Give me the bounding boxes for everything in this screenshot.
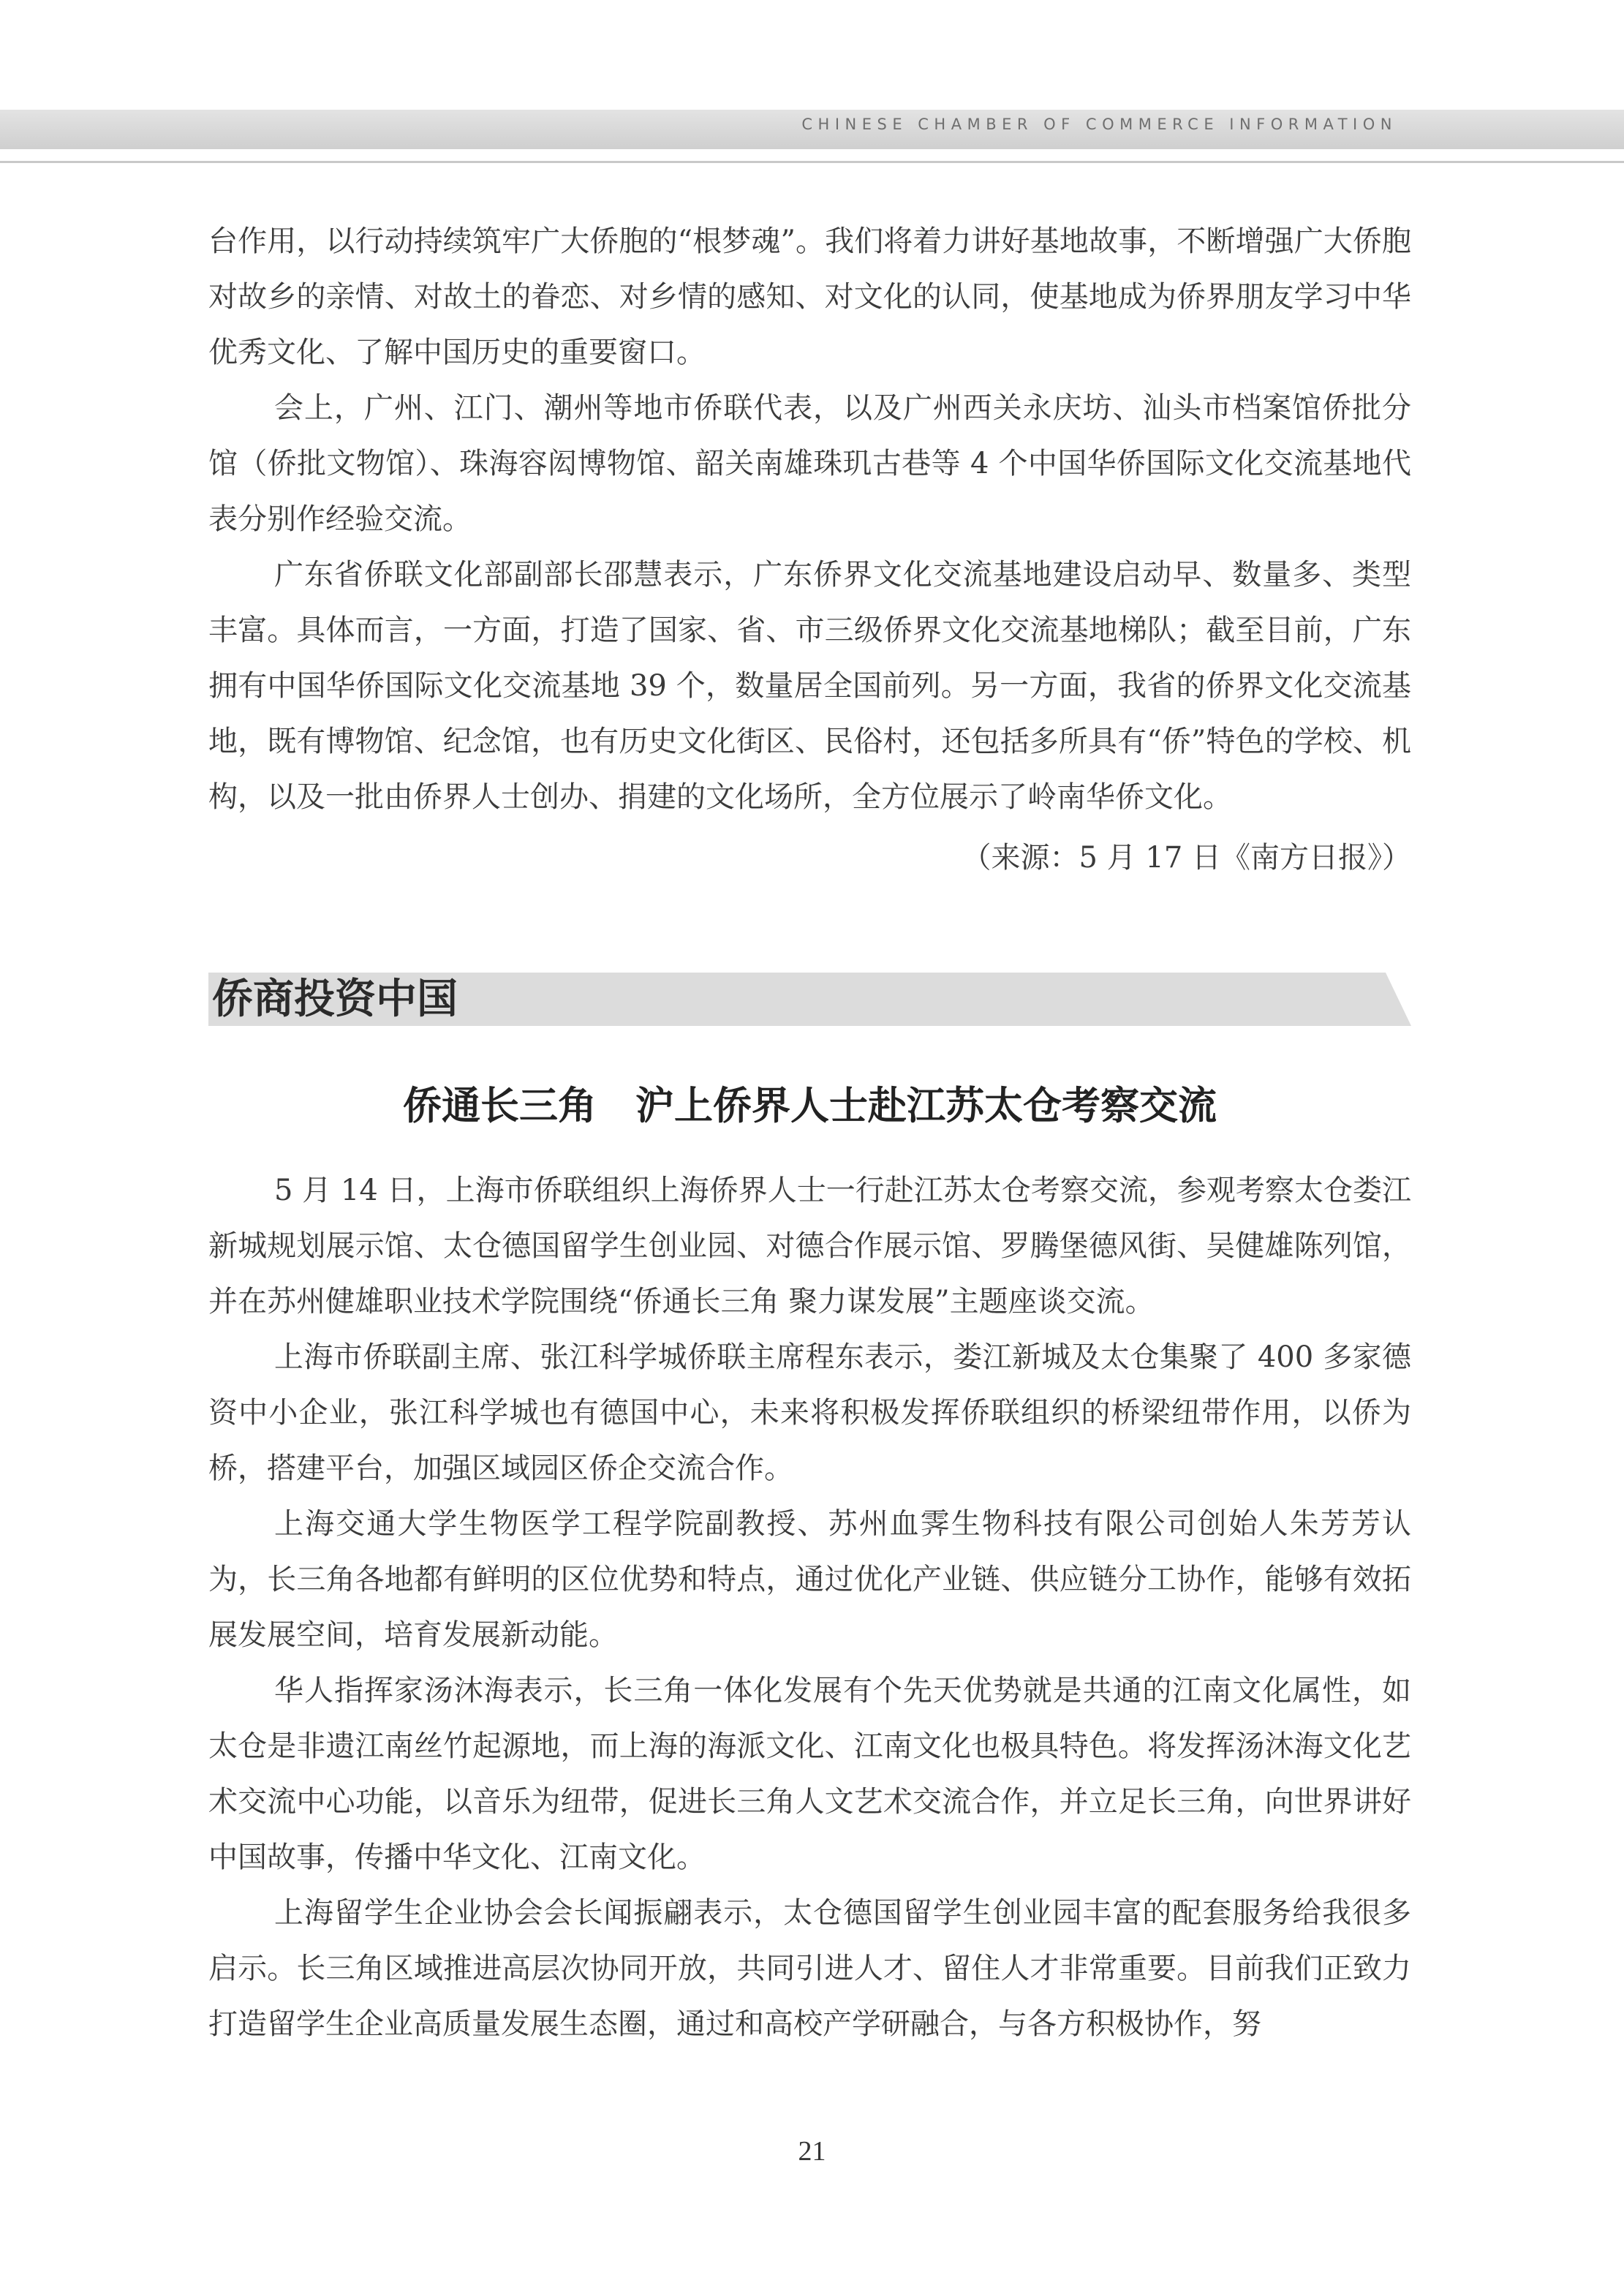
article-body: [208, 1163, 1411, 2052]
paragraph: 台作用，以行动持续筑牢广大侨胞的“根梦魂”。我们将着力讲好基地故事，不断增强广大侨胞对故乡的亲情、对故土的眷恋、对乡情的感知、对文化的认同，使基地成为侨界朋友学习中华优秀文化、了解中国历史的重要窗口。: [208, 224, 1411, 369]
source-citation: （来源：5 月 17 日《南方日报》）: [962, 841, 1411, 875]
paragraph: 上海交通大学生物医学工程学院副教授、苏州血霁生物科技有限公司创始人朱芳芳认为，长三角各地都有鲜明的区位优势和特点，通过优化产业链、供应链分工协作，能够有效拓展发展空间，培育发展新动能。: [208, 1507, 1411, 1652]
running-header: CHINESE CHAMBER OF COMMERCE INFORMATION: [801, 116, 1397, 133]
paragraph: 上海留学生企业协会会长闻振翩表示，太仓德国留学生创业园丰富的配套服务给我很多启示。长三角区域推进高层次协同开放，共同引进人才、留住人才非常重要。目前我们正致力打造留学生企业高质量发展生态圈，通过和高校产学研融合，与各方积极协作，努: [208, 1896, 1411, 2041]
paragraph: 华人指挥家汤沐海表示，长三角一体化发展有个先天优势就是共通的江南文化属性，如太仓是非遗江南丝竹起源地，而上海的海派文化、江南文化也极具特色。将发挥汤沐海文化艺术交流中心功能，以音乐为纽带，促进长三角人文艺术交流合作，并立足长三角，向世界讲好中国故事，传播中华文化、江南文化。: [208, 1674, 1411, 1874]
paragraph: 5 月 14 日，上海市侨联组织上海侨界人士一行赴江苏太仓考察交流，参观考察太仓娄江新城规划展示馆、太仓德国留学生创业园、对德合作展示馆、罗腾堡德风街、吴健雄陈列馆，并在苏州健雄职业技术学院围绕“侨通长三角 聚力谋发展”主题座谈交流。: [208, 1174, 1411, 1318]
paragraph: 上海市侨联副主席、张江科学城侨联主席程东表示，娄江新城及太仓集聚了 400 多家德资中小企业，张江科学城也有德国中心，未来将积极发挥侨联组织的桥梁纽带作用，以侨为桥，搭建平台，加强区域园区侨企交流合作。: [208, 1340, 1411, 1485]
header-rule: [0, 161, 1624, 163]
paragraph: 会上，广州、江门、潮州等地市侨联代表，以及广州西关永庆坊、汕头市档案馆侨批分馆（侨批文物馆）、珠海容闳博物馆、韶关南雄珠玑古巷等 4 个中国华侨国际文化交流基地代表分别作经验交流。: [208, 391, 1411, 536]
article-title: 侨通长三角 沪上侨界人士赴江苏太仓考察交流: [403, 1084, 1217, 1128]
section-title: 侨商投资中国: [212, 975, 458, 1023]
paragraph: 广东省侨联文化部副部长邵慧表示，广东侨界文化交流基地建设启动早、数量多、类型丰富。具体而言，一方面，打造了国家、省、市三级侨界文化交流基地梯队；截至目前，广东拥有中国华侨国际文化交流基地 39 个，数量居全国前列。另一方面，我省的侨界文化交流基地，既有博物馆、纪念馆，也有历史文化街区、民俗村，还包括多所具有“侨”特色的学校、机构，以及一批由侨界人士创办、捐建的文化场所，全方位展示了岭南华侨文化。: [208, 558, 1411, 814]
top-article-body: [208, 214, 1411, 825]
page-number: 21: [798, 2136, 826, 2167]
